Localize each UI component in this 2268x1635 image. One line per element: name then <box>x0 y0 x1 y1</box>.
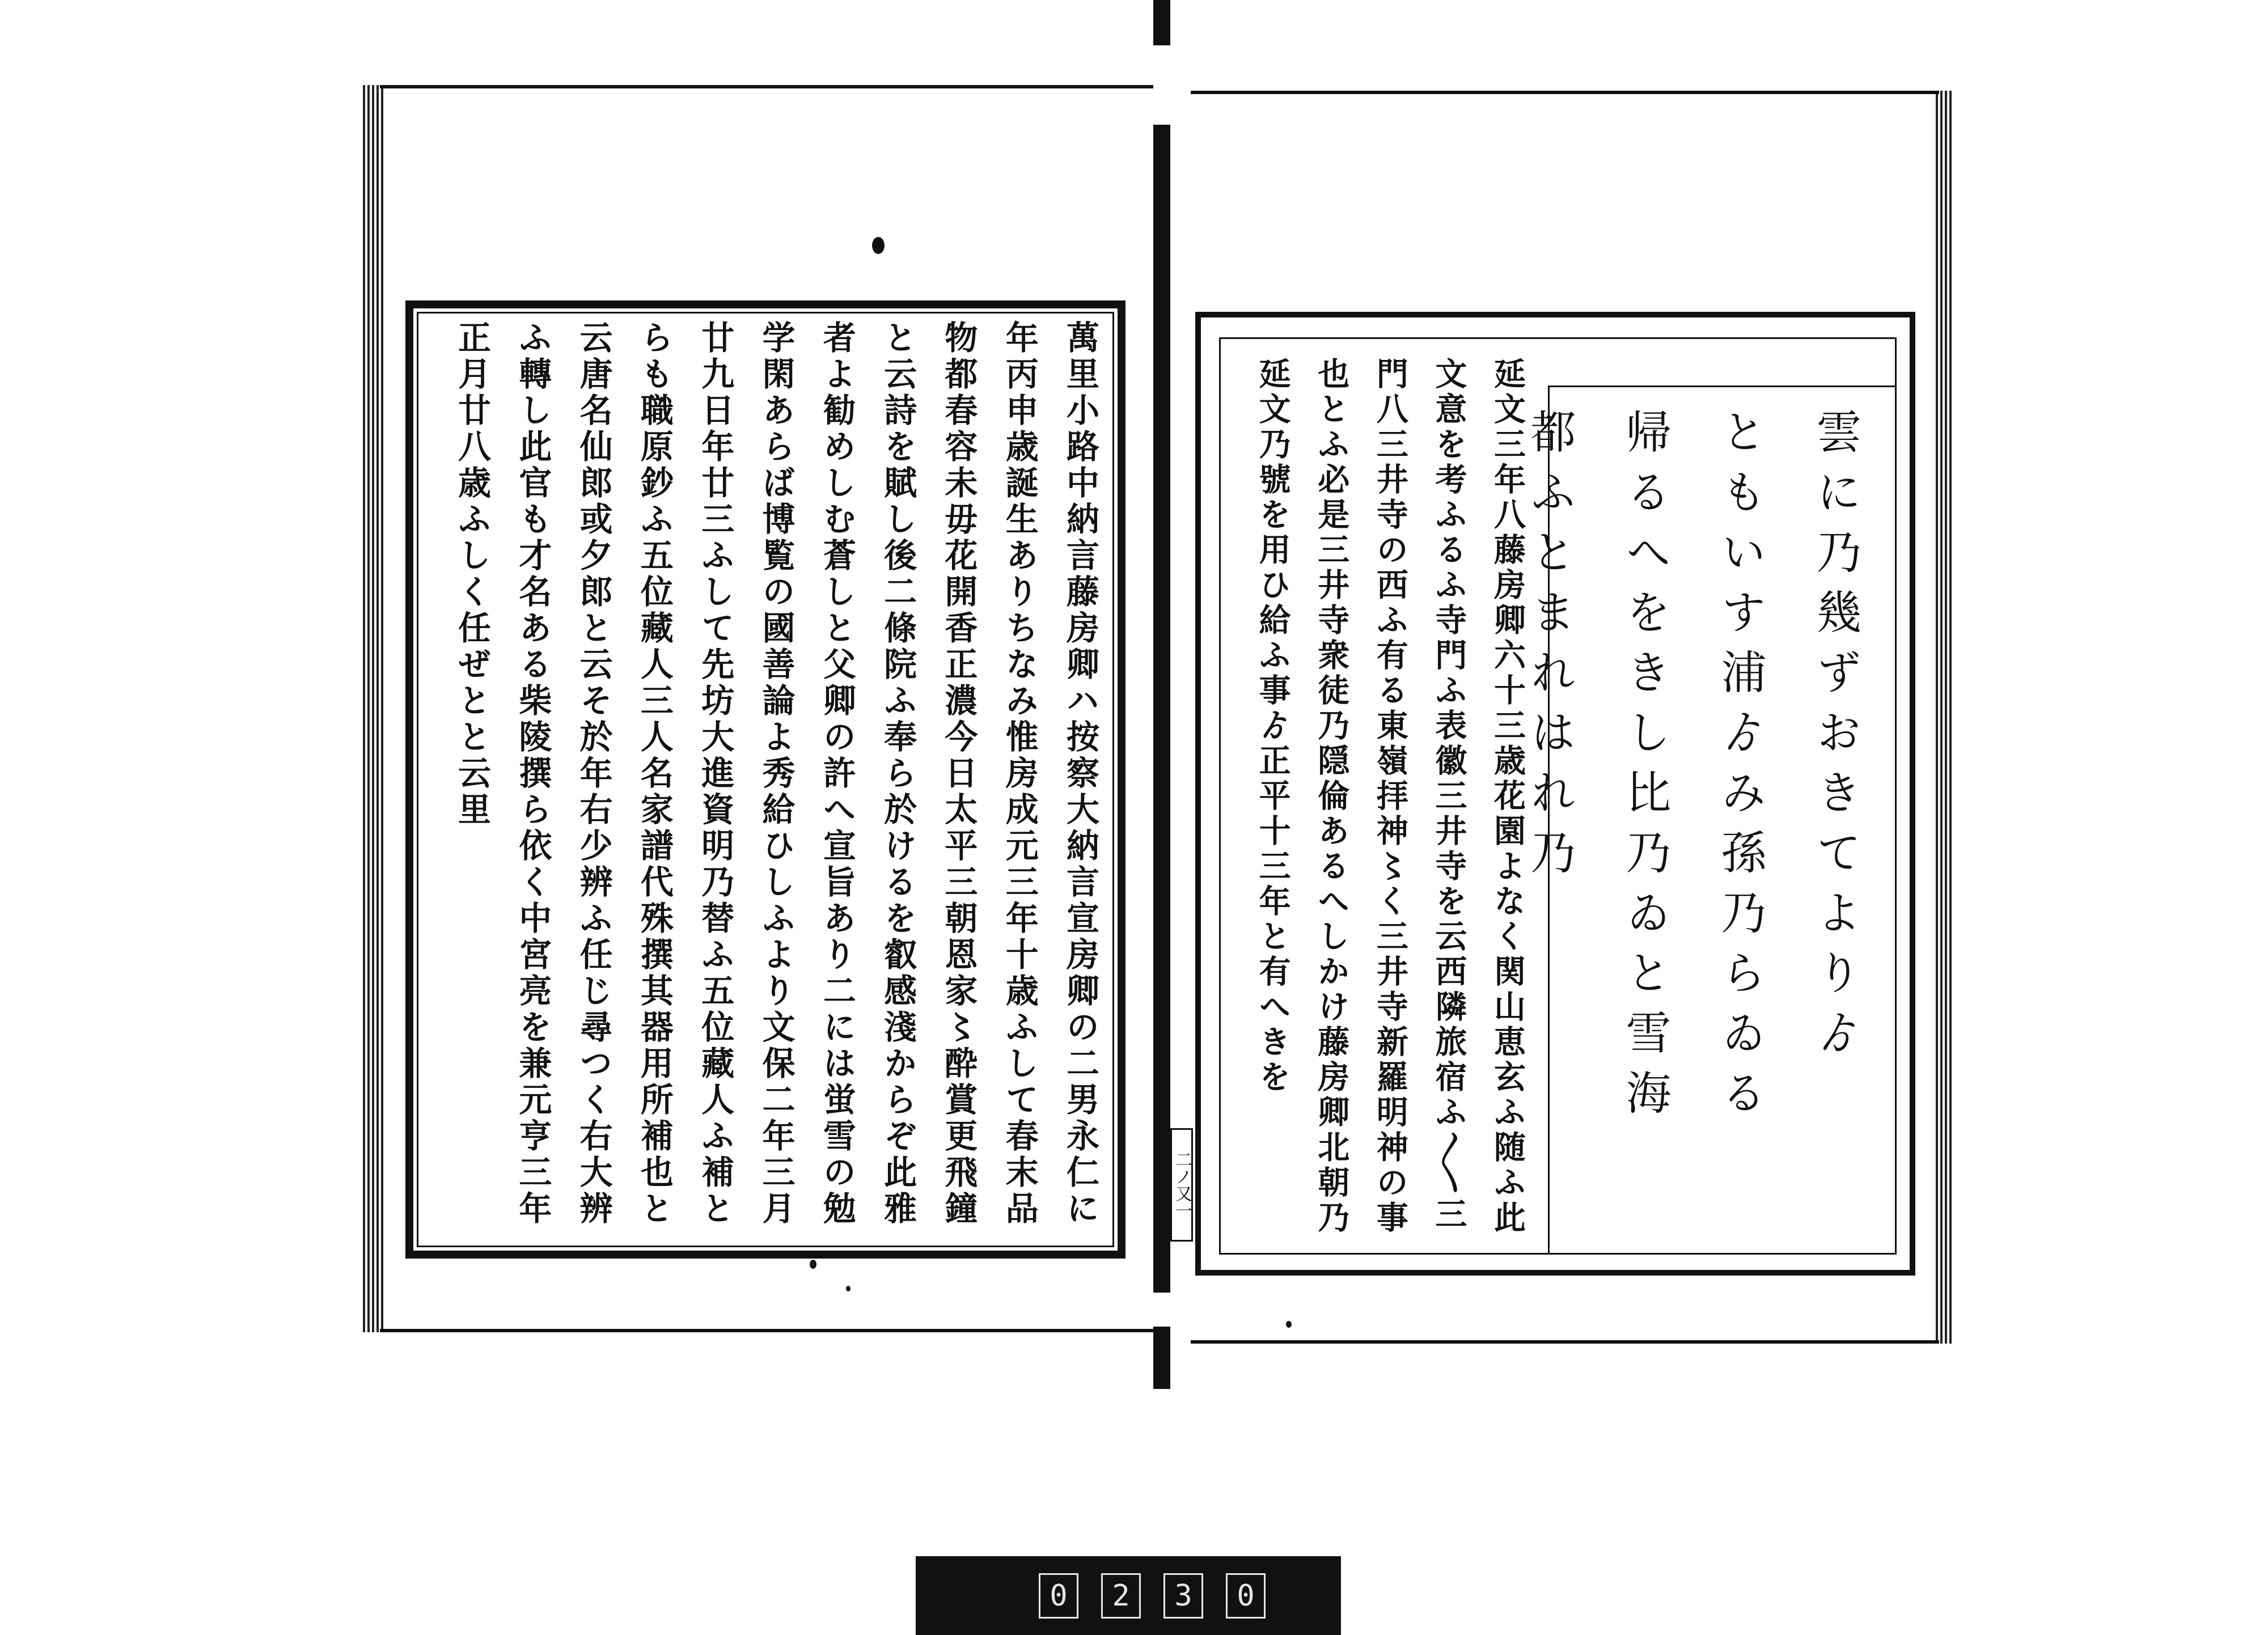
ink-dot <box>1286 1321 1292 1328</box>
right-page-body-text: 延文三年八藤房卿六十三歳花園よなく関山恵玄ふ随ふ此文意を考ふるふ寺門ふ表徽三井寺を云西隣旅宿ふ〳〵三門八三井寺の西ふ有る東嶺拝神〻く三井寺新羅明神の事也とふ必是三井寺衆徒乃隠倫あるへしかけ藤房卿北朝乃延文乃號を用ひ給ふ事ゟ正平十三年と有へきを <box>1254 357 1526 1236</box>
spine-gap-bottom <box>1153 1293 1170 1327</box>
folio-page-number: 二ノ又一 <box>1170 1128 1193 1242</box>
book-spine <box>1153 0 1170 1389</box>
spine-gap-top <box>1153 45 1170 125</box>
accession-digit: 0 <box>1039 1573 1078 1619</box>
left-page-body-text: 萬里小路中納言藤房卿ハ按察大納言宣房卿の二男永仁に年丙申歳誕生ありちなみ惟房成元三年十歳ふして春末品物都春容未毋花開香正濃今日太平三朝恩家〻酔賞更飛鐘と云詩を賦し後二條院ふ奉ら於けるを叡感淺からぞ此雅者よ勧めしむ蒼しと父卿の許へ宣旨あり二には蛍雪の勉学閑あらば博覧の國善論よ秀給ひしふより文保二年三月廿九日年廿三ふして先坊大進資明乃替ふ五位藏人ふ補とらも職原鈔ふ五位藏人三人名家譜代殊撰其器用所補也と云唐名仙郎或夕郎と云そ於年右少辨ふ任じ尋つく右大辨ふ轉し此官も才名ある柴陵撰ら依く中宮亮を兼元亨三年正月廿八歳ふしく任ぜとと云里 <box>452 320 1099 1227</box>
accession-digit: 0 <box>1226 1573 1266 1619</box>
ink-dot <box>872 237 885 254</box>
ink-dot <box>810 1260 816 1269</box>
ink-dot <box>846 1286 850 1291</box>
accession-digit: 2 <box>1101 1573 1141 1619</box>
accession-digit: 3 <box>1163 1573 1203 1619</box>
poem-text: 雲に乃幾ずおきてよりゟ ともいす浦ゟみ孫乃らゐる 帰るへをきし比乃ゐと雪海 都ふとまれはれ乃 <box>1523 408 1861 1129</box>
